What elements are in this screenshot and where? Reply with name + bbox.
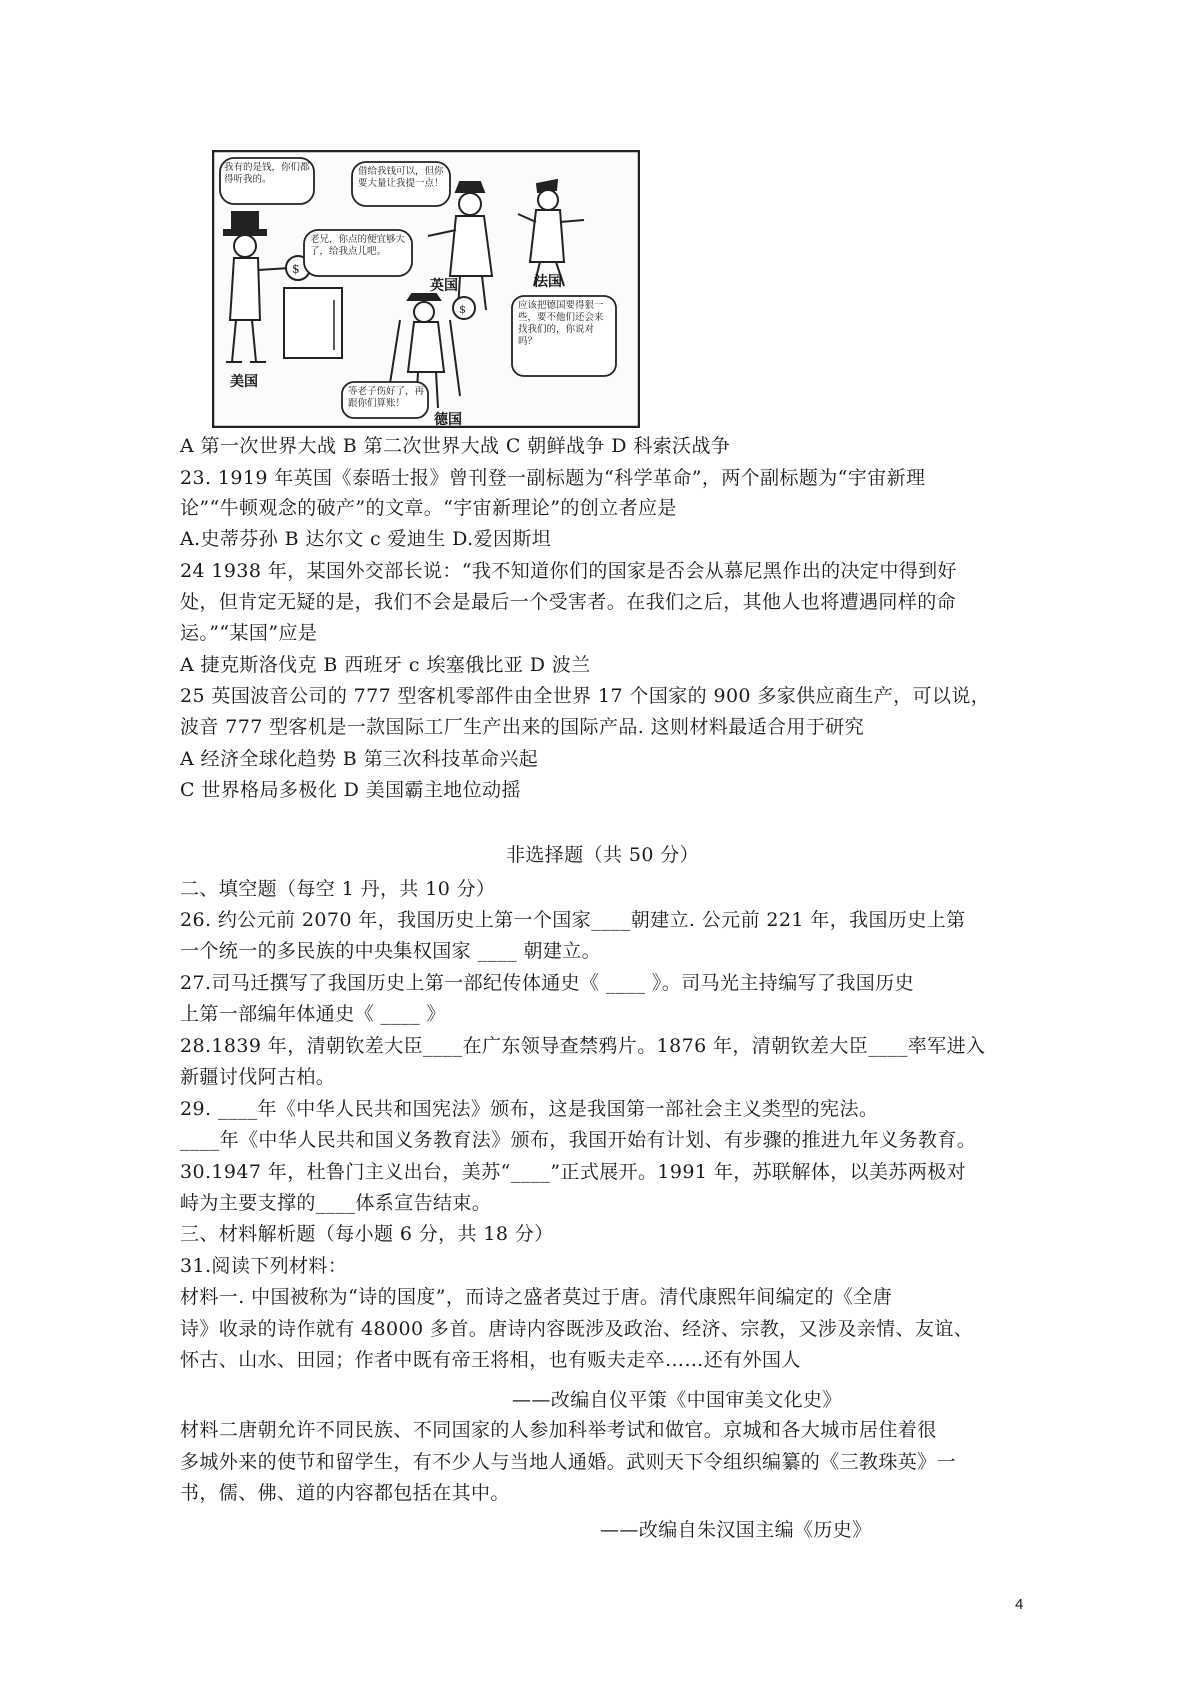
- label-france: 法国: [534, 274, 562, 290]
- q27-line-2: 上第一部编年体通史《 ____ 》: [180, 1003, 446, 1025]
- label-uk: 英国: [430, 278, 458, 294]
- q24-line-3: 运。”“某国”应是: [180, 622, 318, 644]
- q29-line-1: 29. ____年《中华人民共和国宪法》颁布，这是我国第一部社会主义类型的宪法。: [180, 1098, 879, 1120]
- material-1-source: ——改编自仪平策《中国审美文化史》: [512, 1389, 842, 1411]
- label-germany: 德国: [434, 412, 462, 428]
- q25-line-1: 25 英国波音公司的 777 型客机零部件由全世界 17 个国家的 900 多家供应商生产，可以说，: [180, 685, 991, 707]
- section-title: 非选择题（共 50 分）: [506, 844, 700, 866]
- q28-line-1: 28.1839 年，清朝钦差大臣____在广东领导查禁鸦片。1876 年，清朝钦差大臣____率军进入: [180, 1035, 986, 1057]
- q24-options: A 捷克斯洛伐克 B 西班牙 c 埃塞俄比亚 D 波兰: [180, 654, 591, 676]
- q31-intro: 31.阅读下列材料：: [180, 1255, 348, 1277]
- q26-line-1: 26. 约公元前 2070 年，我国历史上第一个国家____朝建立. 公元前 221 年，我国历史上第: [180, 909, 966, 931]
- political-cartoon: [212, 150, 640, 428]
- q23-line-2: 论”“牛顿观念的破产”的文章。“宇宙新理论”的创立者应是: [180, 497, 677, 519]
- q25-options-1: A 经济全球化趋势 B 第三次科技革命兴起: [180, 748, 539, 770]
- q23-options: A.史蒂芬孙 B 达尔文 c 爱迪生 D.爱因斯坦: [180, 528, 552, 550]
- q27-line-1: 27.司马迁撰写了我国历史上第一部纪传体通史《 ____ 》。司马光主持编写了我国历史: [180, 972, 914, 994]
- uk-speech-text: 借给我钱可以，但你要大量让我提一点！: [358, 166, 444, 189]
- section-2-title: 二、填空题（每空 1 丹，共 10 分）: [180, 878, 496, 900]
- germany-bottom-speech-text: 等老子伤好了，再跟你们算账！: [348, 386, 424, 409]
- svg-text:$: $: [459, 303, 466, 316]
- q25-options-2: C 世界格局多极化 D 美国霸主地位动摇: [180, 779, 521, 801]
- material-2-line-3: 书，儒、佛、道的内容都包括在其中。: [180, 1482, 510, 1504]
- section-3-title: 三、材料解析题（每小题 6 分，共 18 分）: [180, 1223, 554, 1245]
- q30-line-1: 30.1947 年，杜鲁门主义出台，美苏“____”正式展开。1991 年，苏联解体，以美苏两极对: [180, 1161, 967, 1183]
- page-number: 4: [1015, 1596, 1024, 1613]
- q29-line-2: ____年《中华人民共和国义务教育法》颁布，我国开始有计划、有步骤的推进九年义务教育。: [180, 1129, 977, 1151]
- q23-line-1: 23. 1919 年英国《泰晤士报》曾刊登一副标题为“科学革命”，两个副标题为“宇宙新理: [180, 467, 926, 489]
- q24-line-2: 处，但肯定无疑的是，我们不会是最后一个受害者。在我们之后，其他人也将遭遇同样的命: [180, 591, 957, 613]
- germany-speech-text: 老兄，你点的便宜够大了，给我点儿吧。: [310, 234, 406, 257]
- material-2-line-1: 材料二唐朝允许不同民族、不同国家的人参加科举考试和做官。京城和各大城市居住着很: [180, 1419, 937, 1441]
- q25-line-2: 波音 777 型客机是一款国际工厂生产出来的国际产品. 这则材料最适合用于研究: [180, 716, 865, 738]
- material-1-line-2: 诗》收录的诗作就有 48000 多首。唐诗内容既涉及政治、经济、宗教，又涉及亲情、友谊、: [180, 1318, 974, 1340]
- q22-options: A 第一次世界大战 B 第二次世界大战 C 朝鲜战争 D 科索沃战争: [180, 435, 731, 457]
- label-usa: 美国: [230, 374, 258, 390]
- material-1-line-3: 怀古、山水、田园；作者中既有帝王将相，也有贩夫走卒……还有外国人: [180, 1349, 801, 1371]
- material-2-source: ——改编自朱汉国主编《历史》: [600, 1519, 872, 1541]
- q24-line-1: 24 1938 年，某国外交部长说：“我不知道你们的国家是否会从慕尼黑作出的决定中得到好: [180, 560, 957, 582]
- q26-line-2: 一个统一的多民族的中央集权国家 ____ 朝建立。: [180, 940, 602, 962]
- france-speech-text: 应该把德国要得狠一些，要不他们还会来找我们的，你说对吗？: [518, 300, 604, 347]
- usa-speech-text: 我有的是钱，你们都得听我的。: [224, 162, 310, 185]
- material-2-line-2: 多城外来的使节和留学生，有不少人与当地人通婚。武则天下令组织编纂的《三教珠英》一: [180, 1451, 957, 1473]
- material-1-line-1: 材料一. 中国被称为“诗的国度”，而诗之盛者莫过于唐。清代康熙年间编定的《全唐: [180, 1286, 893, 1308]
- q28-line-2: 新疆讨伐阿古柏。: [180, 1066, 336, 1088]
- q30-line-2: 峙为主要支撑的____体系宣告结束。: [180, 1192, 492, 1214]
- svg-text:$: $: [292, 262, 300, 276]
